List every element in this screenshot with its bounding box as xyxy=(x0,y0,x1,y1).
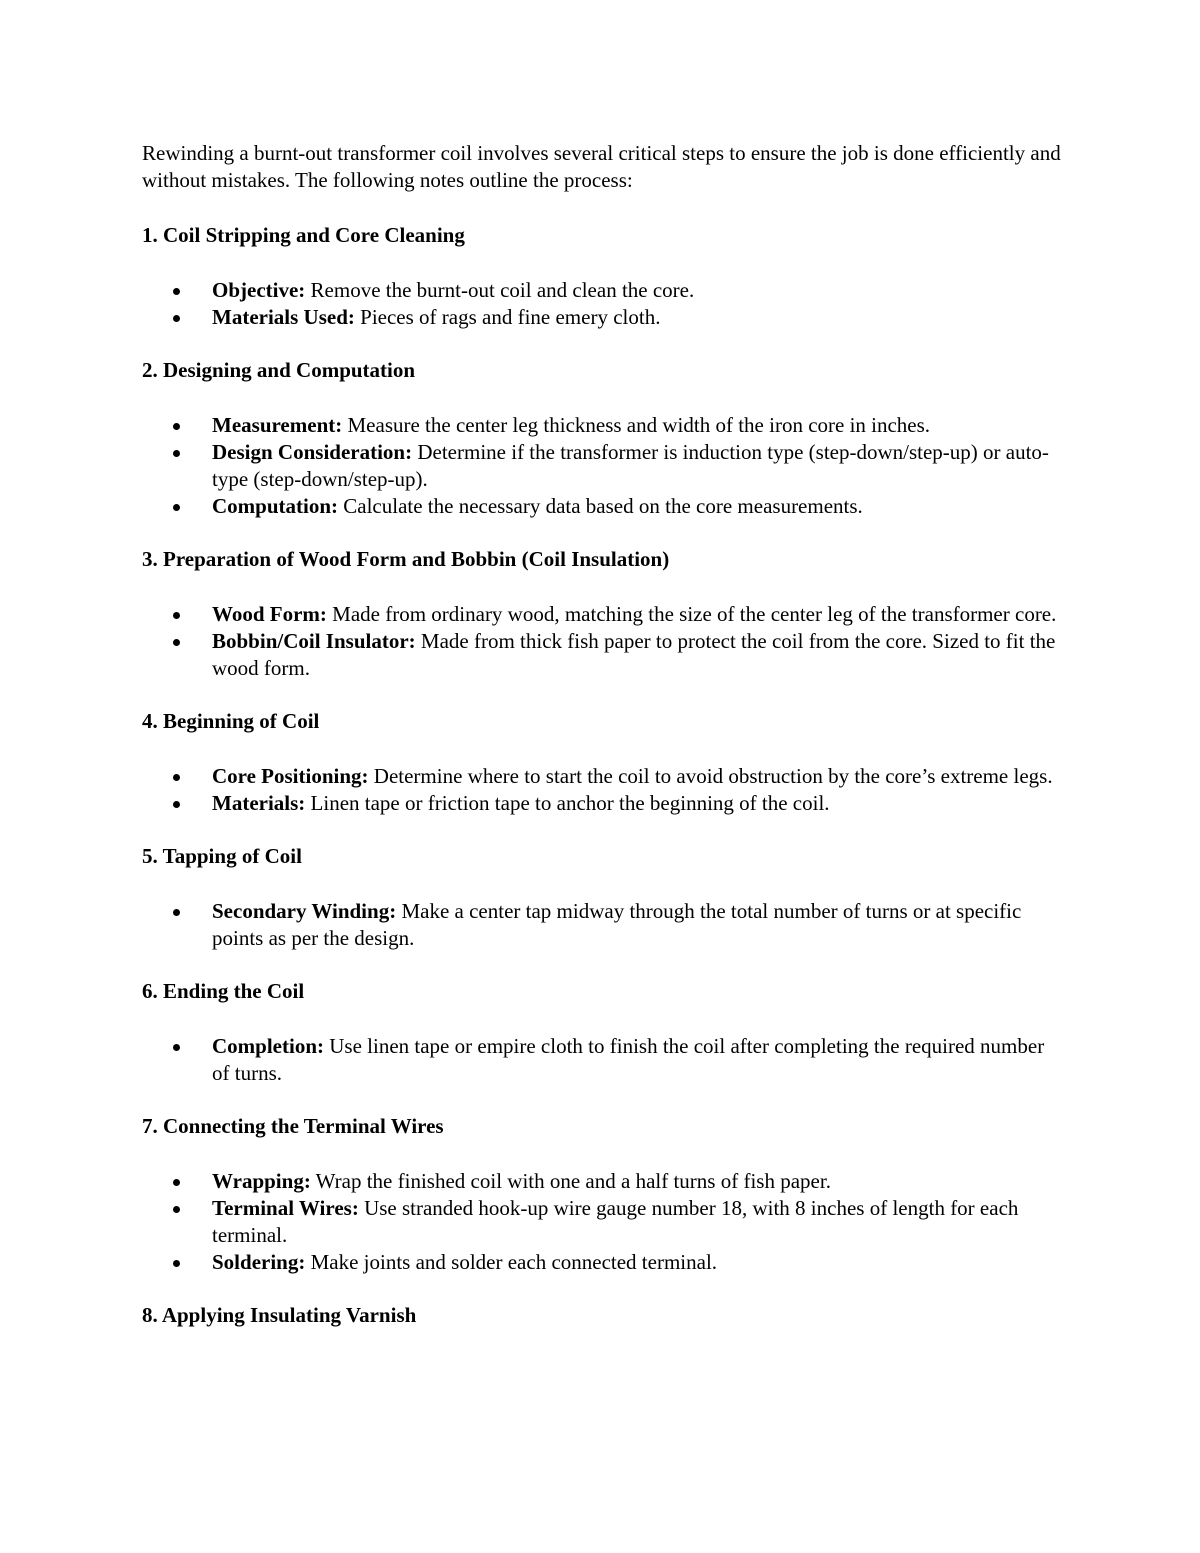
item-term: Wood Form: xyxy=(212,602,327,626)
list-item xyxy=(142,1033,1062,1087)
list-item xyxy=(142,628,1062,682)
bullet-icon xyxy=(173,639,180,646)
bullet-list xyxy=(142,277,1062,331)
list-item xyxy=(142,412,1062,439)
bullet-icon xyxy=(173,1260,180,1267)
document-page xyxy=(142,140,1062,1357)
bullet-icon xyxy=(173,1044,180,1051)
bullet-list xyxy=(142,898,1062,952)
section-heading: 4. Beginning of Coil xyxy=(142,709,320,733)
bullet-icon xyxy=(173,450,180,457)
item-term: Measurement: xyxy=(212,413,343,437)
item-text: Made from ordinary wood, matching the size of the center leg of the transformer core. xyxy=(326,602,1057,626)
bullet-list xyxy=(142,1033,1062,1087)
section-4 xyxy=(142,708,1062,817)
section-5 xyxy=(142,843,1062,952)
list-item xyxy=(142,493,1062,520)
item-text: Determine if the transformer is induction type (step-down/step-up) or auto-type (step-down/step-up). xyxy=(212,440,1049,491)
item-term: Core Positioning: xyxy=(212,764,369,788)
item-term: Wrapping: xyxy=(212,1169,311,1193)
item-term: Materials Used: xyxy=(212,305,355,329)
section-1 xyxy=(142,222,1062,331)
item-text: Pieces of rags and fine emery cloth. xyxy=(354,305,661,329)
bullet-icon xyxy=(173,612,180,619)
item-term: Soldering: xyxy=(212,1250,306,1274)
item-term: Terminal Wires: xyxy=(212,1196,359,1220)
list-item xyxy=(142,439,1062,493)
list-item xyxy=(142,763,1062,790)
section-7 xyxy=(142,1113,1062,1276)
item-term: Materials: xyxy=(212,791,306,815)
list-item xyxy=(142,601,1062,628)
item-term: Completion: xyxy=(212,1034,324,1058)
list-item xyxy=(142,898,1062,952)
item-text: Make a center tap midway through the total number of turns or at specific points as per the design. xyxy=(212,899,1022,950)
list-item xyxy=(142,277,1062,304)
list-item xyxy=(142,790,1062,817)
bullet-icon xyxy=(173,423,180,430)
item-term: Computation: xyxy=(212,494,339,518)
bullet-icon xyxy=(173,1179,180,1186)
item-text: Linen tape or friction tape to anchor the beginning of the coil. xyxy=(305,791,830,815)
section-heading: 1. Coil Stripping and Core Cleaning xyxy=(142,223,465,247)
bullet-list xyxy=(142,763,1062,817)
bullet-icon xyxy=(173,909,180,916)
bullet-icon xyxy=(173,504,180,511)
section-heading: 2. Designing and Computation xyxy=(142,358,416,382)
section-heading: 3. Preparation of Wood Form and Bobbin (Coil Insulation) xyxy=(142,547,670,571)
section-2 xyxy=(142,357,1062,520)
section-3 xyxy=(142,546,1062,682)
bullet-icon xyxy=(173,801,180,808)
item-text: Make joints and solder each connected terminal. xyxy=(305,1250,718,1274)
list-item xyxy=(142,1195,1062,1249)
item-term: Bobbin/Coil Insulator: xyxy=(212,629,416,653)
item-term: Secondary Winding: xyxy=(212,899,397,923)
item-text: Wrap the finished coil with one and a half turns of fish paper. xyxy=(310,1169,831,1193)
section-heading: 8. Applying Insulating Varnish xyxy=(142,1303,417,1327)
bullet-icon xyxy=(173,774,180,781)
list-item xyxy=(142,304,1062,331)
section-heading: 6. Ending the Coil xyxy=(142,979,305,1003)
item-text: Remove the burnt-out coil and clean the core. xyxy=(305,278,695,302)
bullet-list xyxy=(142,1168,1062,1276)
list-item xyxy=(142,1168,1062,1195)
section-heading: 5. Tapping of Coil xyxy=(142,844,302,868)
intro-paragraph: Rewinding a burnt-out transformer coil involves several critical steps to ensure the job is done efficiently and without mistakes. The following notes outline the process: xyxy=(142,141,1061,192)
item-text: Use linen tape or empire cloth to finish the coil after completing the required number of turns. xyxy=(212,1034,1045,1085)
item-text: Use stranded hook-up wire gauge number 18, with 8 inches of length for each terminal. xyxy=(212,1196,1019,1247)
item-text: Determine where to start the coil to avoid obstruction by the core’s extreme legs. xyxy=(368,764,1053,788)
section-6 xyxy=(142,978,1062,1087)
item-text: Made from thick fish paper to protect the coil from the core. Sized to fit the wood form. xyxy=(212,629,1056,680)
bullet-icon xyxy=(173,1206,180,1213)
item-term: Objective: xyxy=(212,278,306,302)
bullet-list xyxy=(142,412,1062,520)
bullet-icon xyxy=(173,315,180,322)
bullet-list xyxy=(142,601,1062,682)
item-text: Measure the center leg thickness and width of the iron core in inches. xyxy=(342,413,931,437)
list-item xyxy=(142,1249,1062,1276)
item-text: Calculate the necessary data based on the core measurements. xyxy=(338,494,863,518)
item-term: Design Consideration: xyxy=(212,440,413,464)
bullet-icon xyxy=(173,288,180,295)
section-heading: 7. Connecting the Terminal Wires xyxy=(142,1114,444,1138)
section-8 xyxy=(142,1302,1062,1329)
